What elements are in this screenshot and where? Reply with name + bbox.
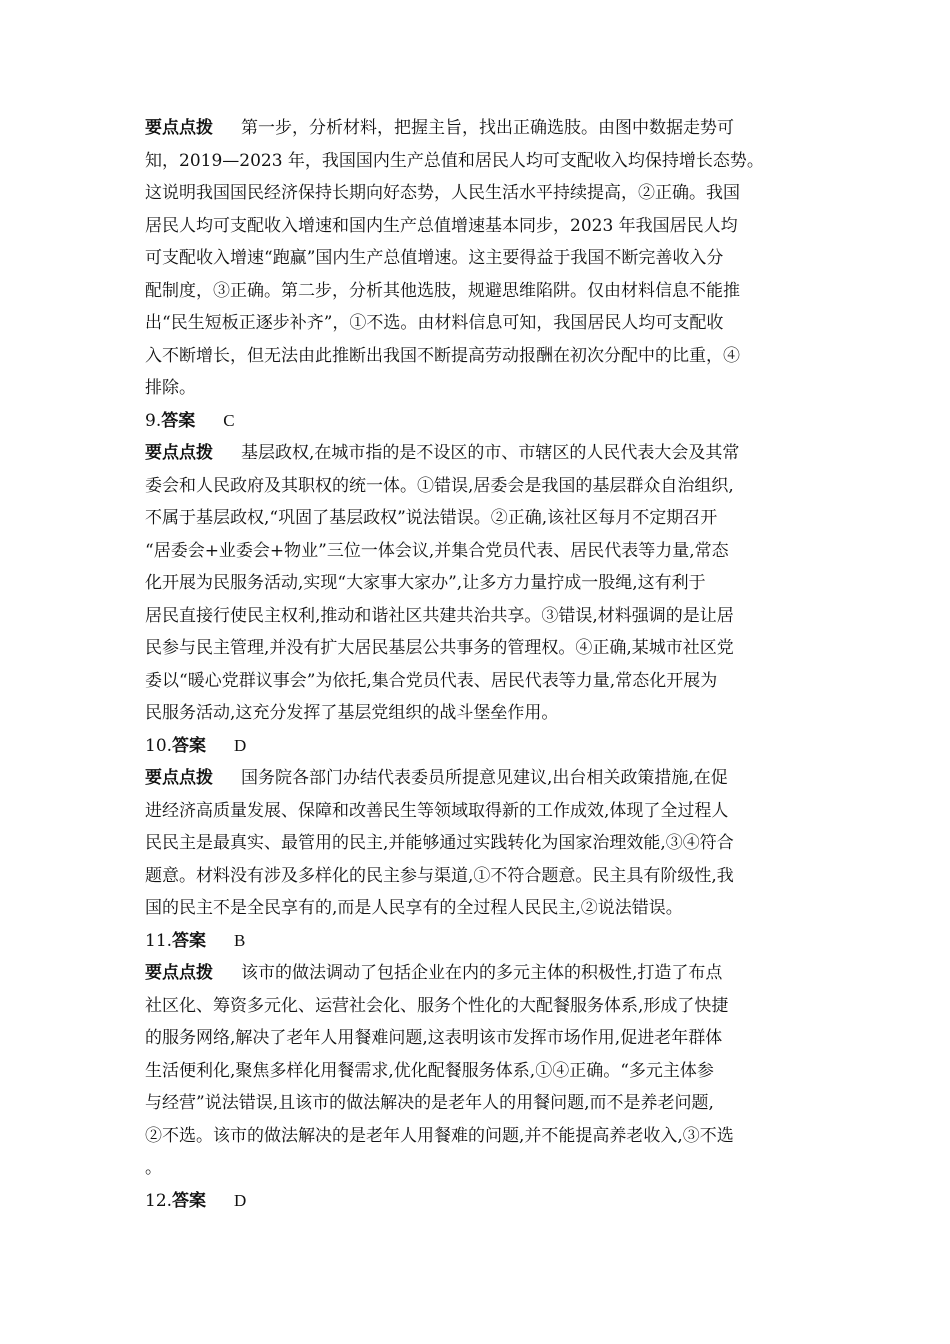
answer-label: 答案 [161, 410, 196, 431]
explanation-label: 要点点拨 [145, 963, 213, 983]
text-line: 可支配收入增速“跑赢”国内生产总值增速。这主要得益于我国不断完善收入分 [145, 248, 724, 268]
text-line: 进经济高质量发展、保障和改善民生等领域取得新的工作成效,体现了全过程人 [145, 800, 729, 821]
text-line: 民参与民主管理,并没有扩大居民基层公共事务的管理权。④正确,某城市社区党 [145, 638, 734, 658]
text-line: 居民直接行使民主权利,推动和谐社区共建共治共享。③错误,材料强调的是让居 [145, 605, 734, 626]
answer-explanations [145, 112, 813, 1217]
text-line: 要点点拨 国务院各部门办结代表委员所提意见建议,出台相关政策措施,在促 [145, 768, 728, 788]
answer-11 [145, 925, 813, 958]
text-line: 出“民生短板正逐步补齐”，①不选。由材料信息可知，我国居民人均可支配收 [145, 313, 724, 333]
text-line: 入不断增长，但无法由此推断出我国不断提高劳动报酬在初次分配中的比重，④ [145, 345, 740, 366]
text-line: 要点点拨 第一步，分析材料，把握主旨，找出正确选肢。由图中数据走势可 [145, 118, 734, 138]
text-line: 委会和人民政府及其职权的统一体。①错误,居委会是我国的基层群众自治组织, [145, 475, 734, 496]
question-number: 12. [145, 1190, 173, 1211]
question-number: 10. [145, 735, 173, 756]
answer-label: 答案 [172, 735, 207, 756]
text-line: 民服务活动,这充分发挥了基层党组织的战斗堡垒作用。 [145, 703, 559, 723]
answer-label: 答案 [172, 930, 207, 951]
answer-label: 答案 [172, 1190, 207, 1211]
answer-12 [145, 1185, 813, 1218]
text-line: 生活便利化,聚焦多样化用餐需求,优化配餐服务体系,①④正确。“多元主体参 [145, 1060, 714, 1081]
explanation-10 [145, 762, 813, 925]
question-number: 11. [145, 930, 173, 951]
explanation-label: 要点点拨 [145, 118, 213, 138]
explanation-label: 要点点拨 [145, 768, 213, 788]
text-line: 与经营”说法错误,且该市的做法解决的是老年人的用餐问题,而不是养老问题, [145, 1093, 714, 1113]
answer-value: D [234, 735, 247, 755]
text-line: “居委会+业委会+物业”三位一体会议,并集合党员代表、居民代表等力量,常态 [145, 540, 729, 561]
text-line: 配制度，③正确。第二步，分析其他选肢，规避思维陷阱。仅由材料信息不能推 [145, 280, 740, 301]
text-line: 要点点拨 该市的做法调动了包括企业在内的多元主体的积极性,打造了布点 [145, 963, 723, 983]
text-line: 委以“暖心党群议事会”为依托,集合党员代表、居民代表等力量,常态化开展为 [145, 670, 718, 691]
answer-value: C [223, 410, 235, 430]
text-line: 民民主是最真实、最管用的民主,并能够通过实践转化为国家治理效能,③④符合 [145, 833, 734, 853]
text-line: 要点点拨 基层政权,在城市指的是不设区的市、市辖区的人民代表大会及其常 [145, 443, 740, 463]
text-line: 居民人均可支配收入增速和国内生产总值增速基本同步，2023 年我国居民人均 [145, 215, 738, 236]
answer-10 [145, 730, 813, 763]
answer-value: D [234, 1190, 247, 1210]
answer-9 [145, 405, 813, 438]
question-number: 9. [145, 410, 162, 431]
explanation-11 [145, 957, 813, 1185]
text-line: 国的民主不是全民享有的,而是人民享有的全过程人民民主,②说法错误。 [145, 898, 683, 918]
text-line: 不属于基层政权,“巩固了基层政权”说法错误。②正确,该社区每月不定期召开 [145, 508, 718, 528]
text-line: 化开展为民服务活动,实现“大家事大家办”,让多方力量拧成一股绳,这有利于 [145, 573, 706, 593]
text-line: 知，2019—2023 年，我国国内生产总值和居民人均可支配收入均保持增长态势。 [145, 150, 764, 171]
text-line: 排除。 [145, 378, 196, 398]
text-line: 的服务网络,解决了老年人用餐难问题,这表明该市发挥市场作用,促进老年群体 [145, 1028, 723, 1048]
explanation-8 [145, 112, 813, 405]
answer-value: B [234, 930, 246, 950]
text-line: 题意。材料没有涉及多样化的民主参与渠道,①不符合题意。民主具有阶级性,我 [145, 865, 734, 886]
explanation-label: 要点点拨 [145, 443, 213, 463]
text-line: ②不选。该市的做法解决的是老年人用餐难的问题,并不能提高养老收入,③不选 [145, 1125, 734, 1146]
text-line: 这说明我国国民经济保持长期向好态势，人民生活水平持续提高，②正确。我国 [145, 183, 740, 203]
text-line: 社区化、筹资多元化、运营社会化、服务个性化的大配餐服务体系,形成了快捷 [145, 995, 729, 1016]
explanation-9 [145, 437, 813, 730]
text-line: 。 [145, 1158, 162, 1178]
